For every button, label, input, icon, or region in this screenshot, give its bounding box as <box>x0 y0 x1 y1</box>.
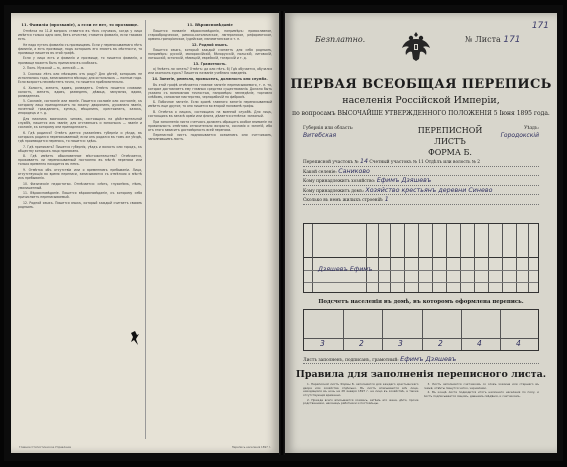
left-column-2 <box>148 20 272 439</box>
table-row: Дзяшевъ Ефимъ <box>318 266 373 273</box>
house-owner-value: Хозяйство крестьянъ деревни Синево <box>365 186 493 194</box>
left-column-1 <box>18 20 142 439</box>
paragraph: 8. Гдѣ имѣетъ обыкновенное мѣстожительство? Отмѣчается, проживаетъ ли переписываемый постоянно въ мѣстѣ переписи или только временно находится въ немъ. <box>18 154 142 167</box>
double-headed-eagle-emblem <box>401 29 431 63</box>
rule-paragraph: 2. Прежде всего вписывается хозяинъ, затѣмъ его жена, дѣти, прочіе родственники, наконецъ работники и постояльцы. <box>303 397 419 406</box>
paragraph: При заполненіи листа счетчикъ долженъ обращать особое вниманіе на правильность отвѣтовъ относительно возраста, сословія и занятій, ибо отъ этого зависитъ достовѣрность всей переписи. <box>148 119 272 132</box>
section-heading: 12. Родной языкъ. <box>191 43 229 48</box>
right-page <box>285 13 557 453</box>
paragraph: 11. Вѣроисповѣданіе. Пишется вѣроисповѣданіе, къ которому себя причисляетъ переписываемый. <box>18 191 142 200</box>
rule-paragraph: 4. Въ концѣ листа подводится итогъ наличнаго населенія по полу, и листъ подписывается лицомъ, давшимъ свѣдѣнія, и счетчикомъ. <box>423 390 539 398</box>
summary-value: 3 <box>320 339 325 348</box>
rules-title: Правила для заполненія переписного листа. <box>295 369 547 380</box>
paragraph: Переписной листъ подписывается хозяиномъ или счетчикомъ, заполнявшимъ листъ. <box>148 133 272 142</box>
paragraph: Б. Побочное занятіе. Если кромѣ главнаго занятія переписываемый имѣетъ еще другое, то оно пишется во второй половинѣ графы. <box>148 100 272 109</box>
ink-blot-mark <box>131 331 139 345</box>
house-owner-label: Кому принадлежитъ домъ: <box>303 188 365 194</box>
paragraph: 12. Родной языкъ. Пишется языкъ, который каждый считаетъ своимъ роднымъ. <box>18 201 142 210</box>
precinct-line <box>303 157 539 167</box>
paragraph: 5. Сословіе, состояніе или званіе. Пишется сословіе или состояніе, къ которому лицо принадлежитъ по закону: дворянинъ, духовнаго званія, почетный гражданинъ, купецъ, мѣщанинъ, крестьянинъ, казакъ, инородецъ и т. д. <box>18 99 142 116</box>
summary-value: 4 <box>477 339 482 348</box>
form-b-label: ФОРМА Б. <box>428 148 472 157</box>
column-divider <box>145 20 146 439</box>
rule-paragraph: 3. Листъ заполняется счетчикомъ со словъ хозяина или старшаго въ семьѣ; отвѣты пишутся четко, чернилами. <box>423 383 539 390</box>
summary-value: 4 <box>516 339 521 348</box>
household-members-table <box>303 223 539 293</box>
household-owner-line <box>303 176 539 186</box>
summary-value: 3 <box>398 339 403 348</box>
form-title: ПЕРВАЯ ВСЕОБЩАЯ ПЕРЕПИСЬ <box>290 77 552 92</box>
buildings-label: Сколько въ немъ жилыхъ строеній: <box>303 198 384 203</box>
paragraph: Пишется названіе вѣроисповѣданія, напримѣръ: православное, старообрядческое, римско-католическое, лютеранское, реформатское, армяно-григоріанское, іудейское, магометанское и т. п. <box>148 29 272 42</box>
footer-left-text: Главное Статистическое Управленіе <box>19 445 72 449</box>
column-1-body <box>18 29 142 209</box>
form-header <box>303 125 539 155</box>
census-sheet-title <box>415 125 485 158</box>
paragraph: 9. Отмѣтка объ отсутствіи или о временномъ пребываніи. Лица, отсутствующія во время переписи, записываются съ отмѣткою о мѣстѣ ихъ пребыванія. <box>18 167 142 181</box>
settlement-value: Саниково <box>338 167 370 175</box>
left-page-footer <box>19 445 271 449</box>
sheet-number-value: 171 <box>503 35 521 45</box>
section-heading: 13. Грамотность. <box>193 62 227 67</box>
paragraph: 4. Холостъ, женатъ, вдовъ, разведенъ. Отвѣтъ пишется словами: холостъ, женатъ, вдовъ, разведенъ, дѣвица, замужняя, вдова, разведенная. <box>18 85 142 98</box>
paragraph: 2. Полъ. Мужской — м., женскій — ж. <box>23 66 85 71</box>
form-subtitle: населенія Россійской Имперіи, <box>342 95 500 106</box>
paragraph: 7. Гдѣ приписанъ? Пишется губернія, уѣздъ и волость или городъ, къ обществу которыхъ лицо приписано. <box>18 144 142 153</box>
uezd-value: Городокскій <box>500 132 539 139</box>
house-owner-line <box>303 186 539 196</box>
rule-paragraph: 1. Переписной листъ Формы Б. заполняется для каждаго крестьянскаго двора или хозяйства отдѣльно. Въ листъ вписываются всѣ лица, находящіяся въ ночь на 28 января 1897 г. на лицо въ хозяйствѣ, а также отсутствующія временно. <box>303 383 419 397</box>
column-1-heading: 11. Фамилія (прозваніе), а если ее нет, то прозвище. <box>21 23 139 27</box>
uezd-field <box>481 125 539 139</box>
precinct-value: 14 <box>359 158 368 165</box>
approval-line: по вопросамъ ВЫСОЧАЙШЕ УТВЕРЖДЕННОГО ПОЛОЖЕНІЯ 5 Іюня 1895 года. <box>292 110 550 117</box>
paragraph: Не надо путать фамилію съ прозвищемъ. Если у переписываемаго нѣтъ фамиліи, а есть прозвище, подъ которымъ его знаютъ въ мѣстности, то прозвище пишется въ этой графѣ. <box>18 42 142 55</box>
signature-label: Листъ заполненъ, подписанъ, грамотный: <box>303 358 399 363</box>
signature-line <box>303 355 539 364</box>
guberniya-value: Витебская <box>303 132 337 139</box>
paragraph: Если у лица есть и фамилія и прозвище, то пишется фамилія, а прозвище можетъ быть приписано въ скобкахъ. <box>18 56 142 65</box>
paragraph: 3. Сколько лѣтъ или мѣсяцевъ отъ роду? Для дѣтей, которымъ не исполнилось года, записываются мѣсяцы; для остальныхъ — полные года. Если возрастъ неизвѣстенъ точно, то пишется приблизительно. <box>18 71 142 84</box>
signature-value: Ефимъ Дзяшевъ <box>400 355 457 363</box>
rules-column-2 <box>424 383 540 447</box>
household-owner-label: Кому принадлежитъ хозяйство: <box>303 179 376 184</box>
precinct-rest: Счетный участокъ № 11 Отдѣлъ или волость № 2 <box>369 160 481 165</box>
footer-right-text: Перепись населенія 1897 г. <box>231 445 271 449</box>
settlement-line <box>303 167 539 177</box>
book-spread <box>4 5 563 461</box>
paragraph: Отмѣтка на 11-й вопросъ ставится въ тѣхъ случаяхъ, когда у лица имѣется только одно имя, безъ отчества; ставится фамилія, если таковая есть. <box>18 29 142 42</box>
paragraph: 10. Физическіе недостатки. Отмѣчается: слѣпъ, глухонѣмъ, нѣмъ, умалишенный. <box>18 181 142 190</box>
handwritten-page-number: 171 <box>531 21 549 31</box>
guberniya-field <box>303 125 413 139</box>
precinct-label: Переписной участокъ № <box>303 160 359 165</box>
sheet-number <box>465 35 521 45</box>
column-2-body <box>148 29 272 142</box>
sheet-number-label: № Листа <box>465 35 501 44</box>
summary-value: 2 <box>359 339 364 348</box>
household-owner-value: Ефимъ Дзяшевъ <box>376 177 432 184</box>
left-page <box>11 13 279 453</box>
column-2-heading: 11. Вѣроисповѣданіе <box>187 23 233 27</box>
census-sheet-title-line: ПЕРЕПИСНОЙ ЛИСТЪ <box>417 126 483 146</box>
uezd-label: Уѣздъ: <box>524 126 539 131</box>
summary-caption: Подсчетъ населенія въ домѣ, въ которомъ оформлена перепись. <box>318 299 524 305</box>
settlement-label: Какой селеніе: <box>303 169 337 175</box>
section-heading: 14. Занятіе, ремесло, промыселъ, должность или служба. <box>152 77 268 82</box>
buildings-value: 1 <box>384 196 389 203</box>
summary-value: 2 <box>438 339 443 348</box>
paragraph: Для нижнихъ воинскихъ чиновъ, состоящихъ на дѣйствительной службѣ, пишется ихъ званіе; для отставныхъ и запасныхъ — званіе и сословіе, къ которому они принадлежатъ. <box>18 117 142 130</box>
paragraph: В. Отмѣтка о лицахъ, состоящихъ на военной службѣ. Для лицъ, состоящихъ въ запасѣ арміи или флота, дѣлается отмѣтка: запасный. <box>148 109 272 119</box>
guberniya-label: Губернія или область: <box>303 126 354 131</box>
buildings-line <box>303 195 539 205</box>
rules-column-1 <box>303 383 419 447</box>
household-fields <box>303 157 539 205</box>
paragraph: Въ этой графѣ отмѣчается главное занятіе переписываемаго, т. е. то, которое доставляетъ ему главныя средства существованія. Должно быть указано съ возможною точностью, напримѣръ: земледѣліе, торговля хлѣбомъ, сапожное мастерство, чернорабочій на фабрикѣ. <box>148 82 272 99</box>
free-of-charge-label: Безплатно. <box>315 35 366 44</box>
paragraph: а) Умѣетъ ли читать? Отвѣтъ: да или нѣтъ. б) Гдѣ обучается, обучался или окончилъ курсъ? Пишется названіе учебнаго заведенія. <box>148 67 272 76</box>
population-summary-table <box>303 309 539 351</box>
paragraph: 6. Гдѣ родился? Отвѣтъ дается указаніемъ губерніи и уѣзда, въ которыхъ родился переписываемый; если онъ родился въ томъ же уѣздѣ, гдѣ производится перепись, то пишется: здѣсь. <box>18 130 142 143</box>
rules-text <box>303 383 539 447</box>
paragraph: Пишется языкъ, который каждый считаетъ для себя роднымъ, напримѣръ: русскій, малороссійскій, бѣлорусскій, польскій, литовскій, латышскій, эстонскій, нѣмецкій, еврейскій, татарскій и т. д. <box>148 48 272 61</box>
